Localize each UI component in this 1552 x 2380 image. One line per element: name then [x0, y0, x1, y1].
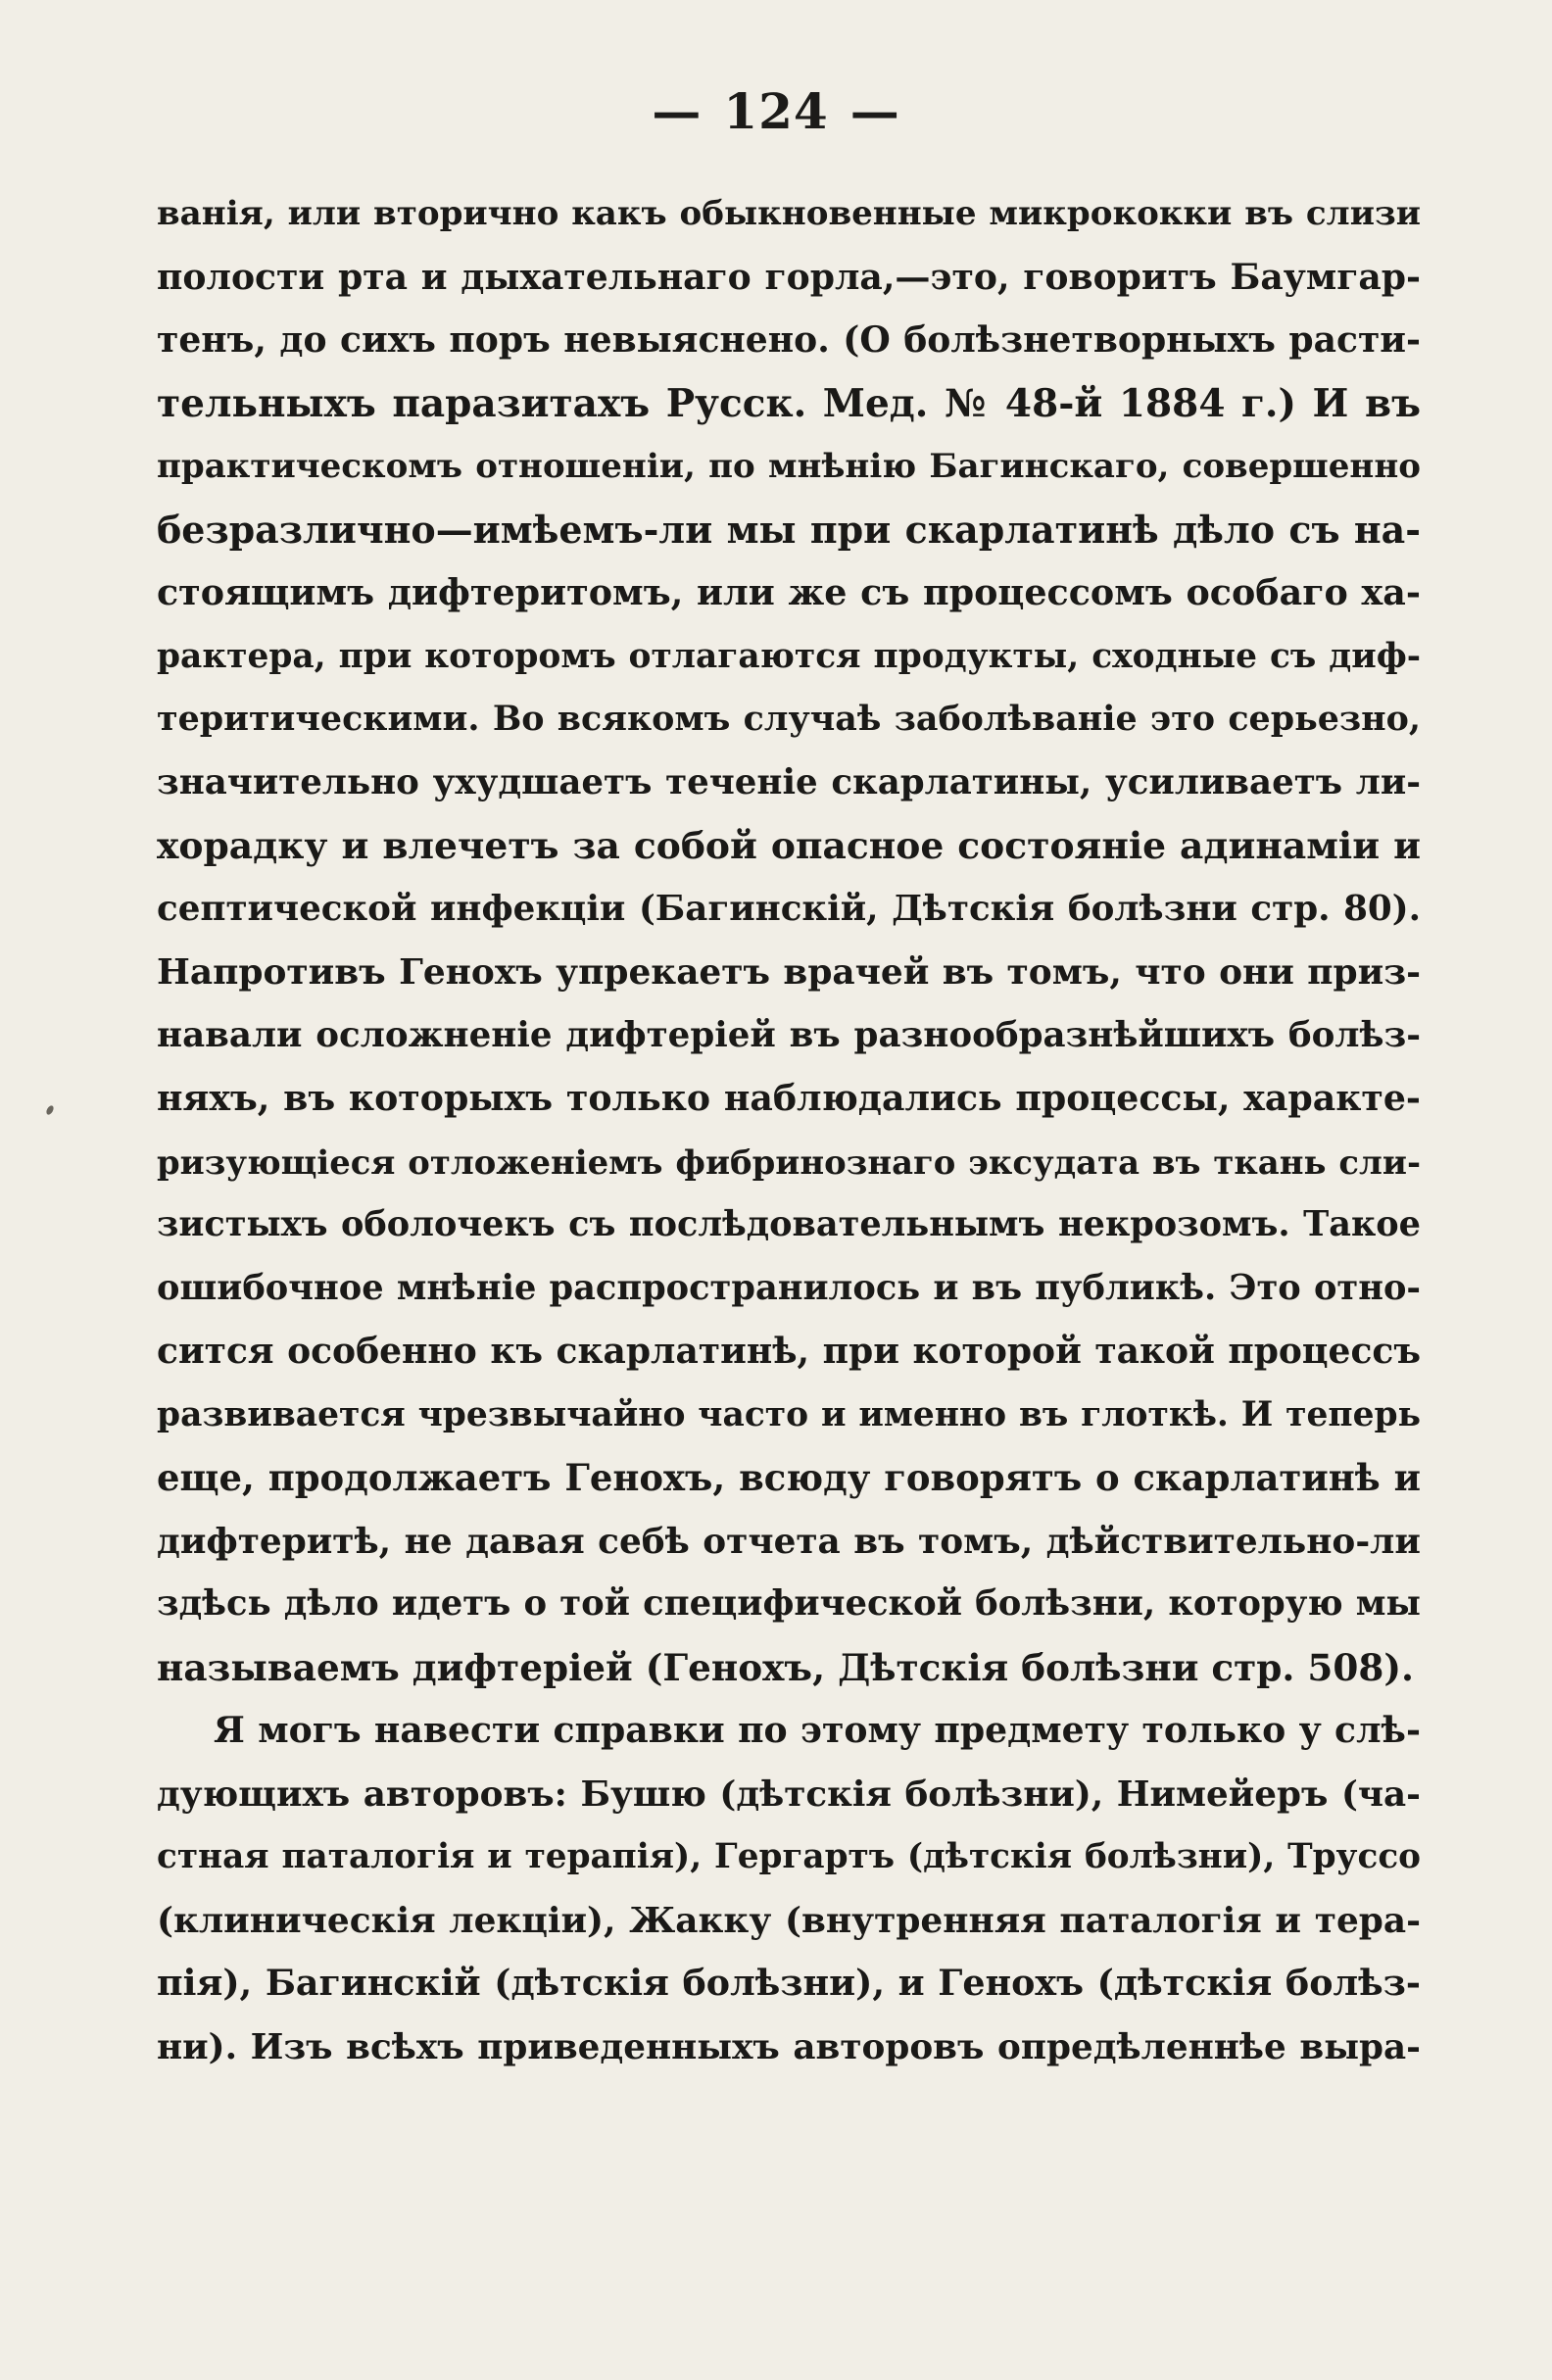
text-line: ванія, или вторично какъ обыкновенные микрококки въ слизи — [157, 194, 1421, 233]
text-line: ошибочное мнѣніе распространилось и въ публикѣ. Это отно- — [157, 1267, 1421, 1308]
text-line: дифтеритѣ, не давая себѣ отчета въ томъ, дѣйствительно-ли — [157, 1520, 1421, 1562]
text-line: еще, продолжаетъ Генохъ, всюду говорятъ о скарлатинѣ и — [157, 1456, 1421, 1499]
text-line: дующихъ авторовъ: Бушю (дѣтскія болѣзни), Нимейеръ (ча- — [157, 1773, 1421, 1815]
text-line: тенъ, до сихъ поръ невыяснено. (О болѣзнетворныхъ расти- — [157, 318, 1421, 361]
text-line: пія), Багинскій (дѣтскія болѣзни), и Генохъ (дѣтскія болѣз- — [157, 1962, 1421, 2004]
text-line: тельныхъ паразитахъ Русск. Мед. № 48-й 1884 г.) И въ — [157, 380, 1421, 426]
text-line: хорадку и влечетъ за собой опасное состояніе адинаміи и — [157, 824, 1421, 867]
text-line: ризующіеся отложеніемъ фибринознаго эксудата въ ткань сли- — [157, 1141, 1421, 1182]
text-line: стоящимъ дифтеритомъ, или же съ процессомъ особаго ха- — [157, 571, 1421, 613]
text-line: развивается чрезвычайно часто и именно въ глоткѣ. И теперь — [157, 1394, 1421, 1434]
text-line: сится особенно къ скарлатинѣ, при которой такой процессъ — [157, 1331, 1421, 1372]
text-line: навали осложненіе дифтеріей въ разнообразнѣйшихъ болѣз- — [157, 1014, 1421, 1055]
text-line: ни). Изъ всѣхъ приведенныхъ авторовъ опредѣленнѣе выра- — [157, 2025, 1421, 2067]
text-line: теритическими. Во всякомъ случаѣ заболѣваніе это серьезно, — [157, 699, 1421, 739]
text-line: полости рта и дыхательнаго горла,—это, говоритъ Баумгар- — [157, 255, 1421, 298]
body-text — [157, 182, 1421, 2078]
text-line: (клиническія лекціи), Жакку (внутренняя паталогія и тера- — [157, 1899, 1421, 1941]
paragraph-start-line: Я могъ навести справки по этому предмету только у слѣ- — [214, 1709, 1421, 1751]
page-number-dash-right: — — [849, 82, 900, 140]
text-line: стная паталогія и терапія), Гергартъ (дѣтскія болѣзни), Труссо — [157, 1837, 1421, 1876]
text-line: практическомъ отношеніи, по мнѣнію Багинскаго, совершенно — [157, 447, 1421, 486]
text-line: септической инфекціи (Багинскій, Дѣтскія болѣзни стр. 80). — [157, 888, 1421, 929]
page-number-dash-left: — — [652, 82, 703, 140]
page-number: 124 — [723, 82, 829, 140]
page-number-header — [0, 82, 1552, 140]
text-line: безразлично—имѣемъ-ли мы при скарлатинѣ дѣло съ на- — [157, 507, 1421, 552]
text-line: няхъ, въ которыхъ только наблюдались процессы, характе- — [157, 1077, 1421, 1119]
text-line: называемъ дифтеріей (Генохъ, Дѣтскія болѣзни стр. 508). — [157, 1645, 1415, 1689]
text-line: здѣсь дѣло идетъ о той специфической болѣзни, которую мы — [157, 1583, 1421, 1624]
text-line: рактера, при которомъ отлагаются продукты, сходные съ диф- — [157, 636, 1421, 676]
text-line: Напротивъ Генохъ упрекаетъ врачей въ томъ, что они приз- — [157, 951, 1421, 993]
paper-speck — [45, 1104, 55, 1116]
text-line: значительно ухудшаетъ теченіе скарлатины, усиливаетъ ли- — [157, 761, 1421, 802]
text-line: зистыхъ оболочекъ съ послѣдовательнымъ некрозомъ. Такое — [157, 1204, 1421, 1244]
